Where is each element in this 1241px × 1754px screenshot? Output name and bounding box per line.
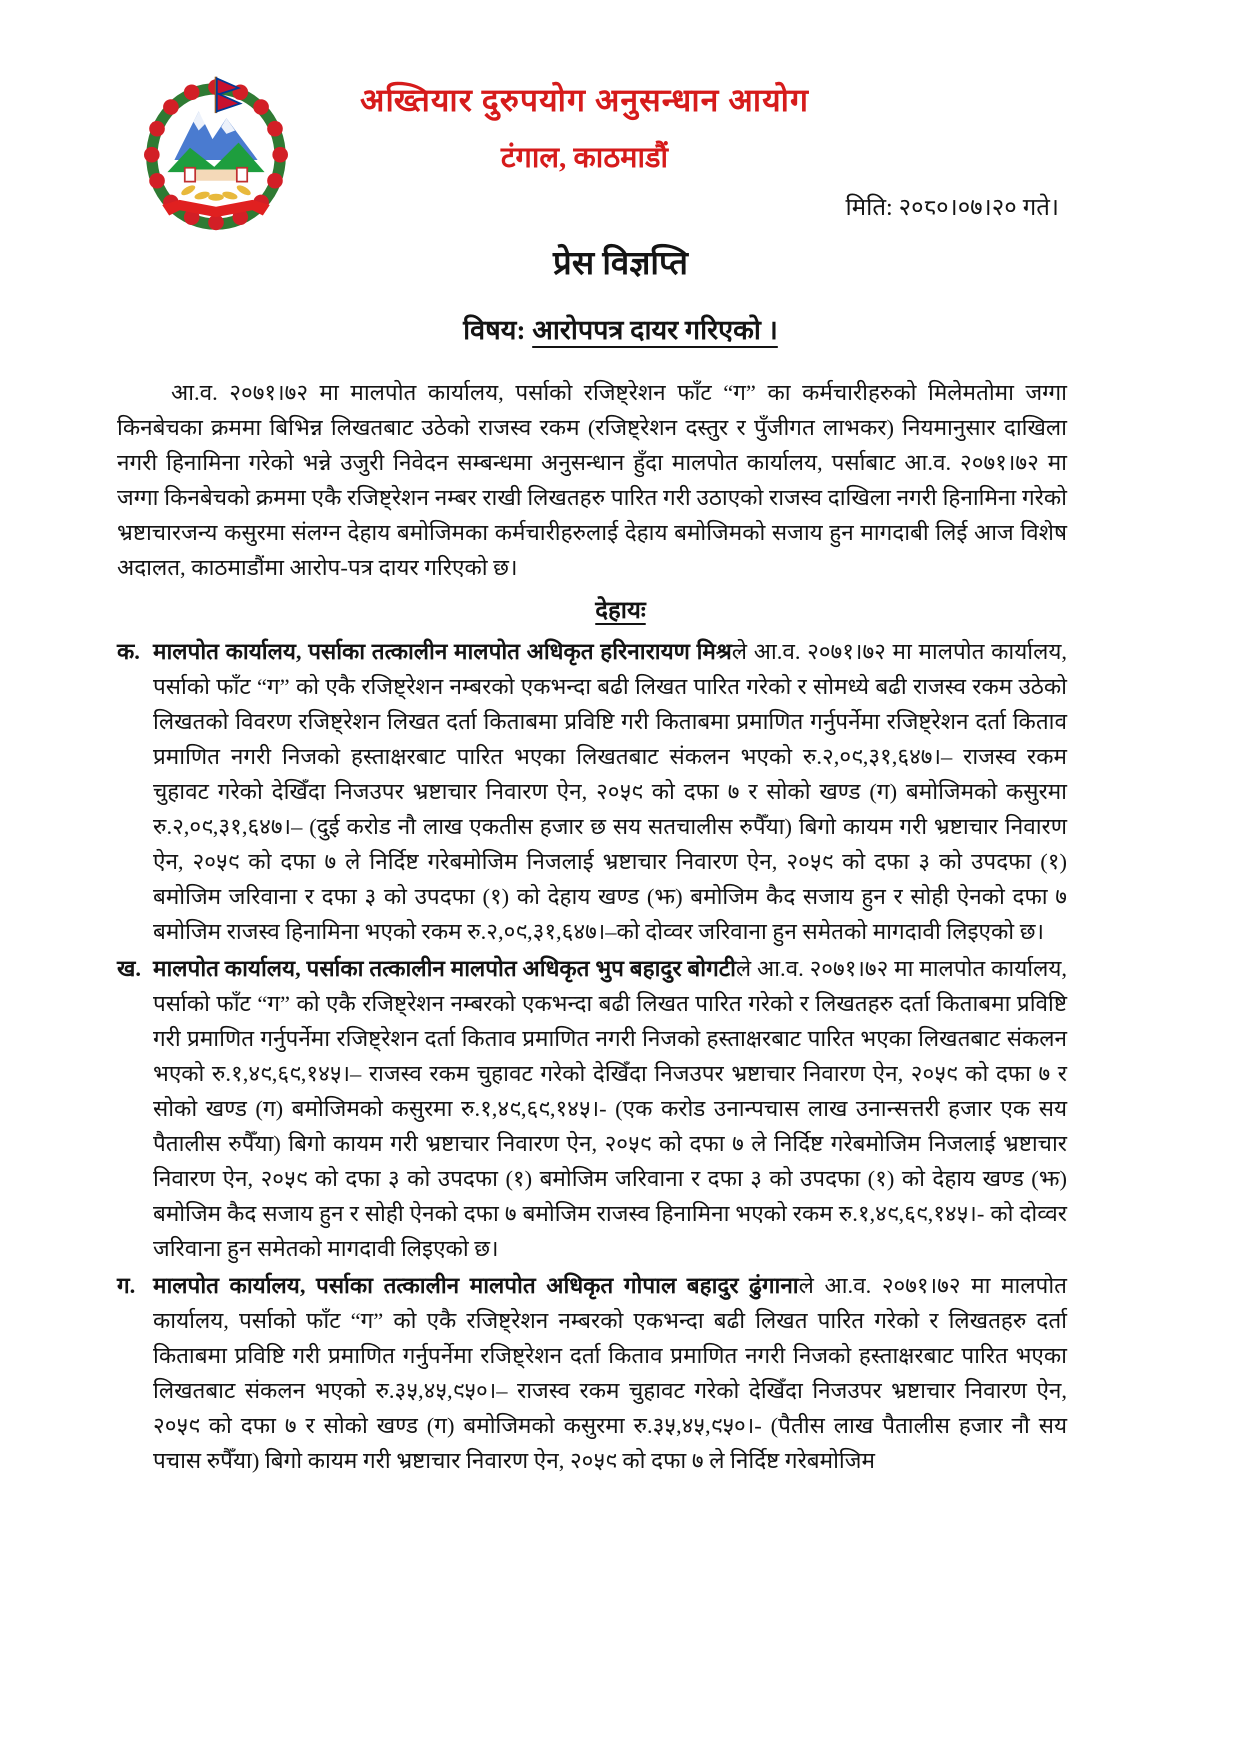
item-text: [153, 951, 1067, 1266]
nepal-coat-of-arms-logo: [126, 68, 306, 238]
charge-detail: ले आ.व. २०७१।७२ मा मालपोत कार्यालय, पर्साको फाँट “ग” को एकै रजिष्ट्रेशन नम्बरको एकभन्दा बढी लिखत पारित गरेको र लिखतहरु दर्ता किताबमा प्रविष्टि गरी प्रमाणित गर्नुपर्नेमा रजिष्ट्रेशन दर्ता किताव प्रमाणित नगरी निजको हस्ताक्षरबाट पारित भएका लिखतबाट संकलन भएको रु.१,४९,६९,१४५।– राजस्व रकम चुहावट गरेको देखिँदा निजउपर भ्रष्टाचार निवारण ऐन, २०५९ को दफा ७ र सोको खण्ड (ग) बमोजिमको कसुरमा रु.१,४९,६९,१४५।- (एक करोड उनान्पचास लाख उनान्सत्तरी हजार एक सय पैतालीस रुपैँया) बिगो कायम गरी भ्रष्टाचार निवारण ऐन, २०५९ को दफा ७ ले निर्दिष्ट गरेबमोजिम निजलाई भ्रष्टाचार निवारण ऐन, २०५९ को दफा ३ को उपदफा (१) बमोजिम जरिवाना र दफा ३ को उपदफा (१) को देहाय खण्ड (झ) बमोजिम कैद सजाय हुन र सोही ऐनको दफा ७ बमोजिम राजस्व हिनामिना भएको रकम रु.१,४९,६९,१४५।- को दोव्वर जरिवाना हुन समेतको मागदावी लिइएको छ।: [153, 956, 1068, 1261]
list-item-kha: [117, 951, 1067, 1266]
list-item-ka: [117, 634, 1067, 949]
list-heading: देहायः: [595, 598, 646, 624]
charge-list: [117, 634, 1067, 1478]
handshake-shape: [192, 169, 241, 180]
charge-detail: ले आ.व. २०७१।७२ मा मालपोत कार्यालय, पर्साको फाँट “ग” को एकै रजिष्ट्रेशन नम्बरको एकभन्दा बढी लिखत पारित गरेको र सोमध्ये बढी राजस्व रकम उठेको लिखतको विवरण रजिष्ट्रेशन लिखत दर्ता किताबमा प्रविष्टि गरी किताबमा प्रमाणित गर्नुपर्नेमा रजिष्ट्रेशन दर्ता किताव प्रमाणित नगरी निजको हस्ताक्षरबाट पारित भएका लिखतबाट संकलन भएको रु.२,०९,३१,६४७।– राजस्व रकम चुहावट गरेको देखिँदा निजउपर भ्रष्टाचार निवारण ऐन, २०५९ को दफा ७ र सोको खण्ड (ग) बमोजिमको कसुरमा रु.२,०९,३१,६४७।– (दुई करोड नौ लाख एकतीस हजार छ सय सतचालीस रुपैँया) बिगो कायम गरी भ्रष्टाचार निवारण ऐन, २०५९ को दफा ७ ले निर्दिष्ट गरेबमोजिम निजलाई भ्रष्टाचार निवारण ऐन, २०५९ को दफा ३ को उपदफा (१) बमोजिम जरिवाना र दफा ३ को उपदफा (१) को देहाय खण्ड (झ) बमोजिम कैद सजाय हुन र सोही ऐनको दफा ७ बमोजिम राजस्व हिनामिना भएको रकम रु.२,०९,३१,६४७।–को दोव्वर जरिवाना हुन समेतको मागदावी लिइएको छ।: [153, 639, 1068, 944]
org-name: अख्तियार दुरुपयोग अनुसन्धान आयोग: [360, 82, 809, 118]
emblem-graphic: [126, 68, 306, 238]
intro-paragraph: आ.व. २०७१।७२ मा मालपोत कार्यालय, पर्साको रजिष्ट्रेशन फाँट “ग” का कर्मचारीहरुको मिलेमतोमा जग्गा किनबेचका क्रममा बिभिन्न लिखतबाट उठेको राजस्व रकम (रजिष्ट्रेशन दस्तुर र पुँजीगत लाभकर) नियमानुसार दाखिला नगरी हिनामिना गरेको भन्ने उजुरी निवेदन सम्बन्धमा अनुसन्धान हुँदा मालपोत कार्यालय, पर्साबाट आ.व. २०७१।७२ मा जग्गा किनबेचको क्रममा एकै रजिष्ट्रेशन नम्बर राखी लिखतहरु पारित गरी उठाएको राजस्व दाखिला नगरी हिनामिना गरेको भ्रष्टाचारजन्य कसुरमा संलग्न देहाय बमोजिमका कर्मचारीहरुलाई देहाय बमोजिमको सजाय हुन मागदाबी लिई आज विशेष अदालत, काठमाडौंमा आरोप-पत्र दायर गरिएको छ।: [117, 380, 1067, 580]
subject-text: आरोपपत्र दायर गरिएको ।: [532, 315, 778, 345]
accused-name-lead: मालपोत कार्यालय, पर्साका तत्कालीन मालपोत अधिकृत गोपाल बहादुर ढुंगाना: [153, 1273, 799, 1298]
accused-name-lead: मालपोत कार्यालय, पर्साका तत्कालीन मालपोत अधिकृत हरिनारायण मिश्र: [153, 639, 732, 664]
list-item-ga: [117, 1268, 1067, 1478]
subject-line: [0, 310, 1241, 347]
accused-name-lead: मालपोत कार्यालय, पर्साका तत्कालीन मालपोत अधिकृत भुप बहादुर बोगटी: [153, 956, 736, 981]
document-title: प्रेस विज्ञप्ति: [553, 246, 688, 282]
charge-detail: ले आ.व. २०७१।७२ मा मालपोत कार्यालय, पर्साको फाँट “ग” को एकै रजिष्ट्रेशन नम्बरको एकभन्दा बढी लिखत पारित गरेको र लिखतहरु दर्ता किताबमा प्रविष्टि गरी प्रमाणित गर्नुपर्नेमा रजिष्ट्रेशन दर्ता किताव प्रमाणित नगरी निजको हस्ताक्षरबाट पारित भएका लिखतबाट संकलन भएको रु.३५,४५,९५०।– राजस्व रकम चुहावट गरेको देखिँदा निजउपर भ्रष्टाचार निवारण ऐन, २०५९ को दफा ७ र सोको खण्ड (ग) बमोजिमको कसुरमा रु.३५,४५,९५०।- (पैतीस लाख पैतालीस हजार नौ सय पचास रुपैँया) बिगो कायम गरी भ्रष्टाचार निवारण ऐन, २०५९ को दफा ७ ले निर्दिष्ट गरेबमोजिम: [153, 1273, 1067, 1473]
item-text: [153, 634, 1067, 949]
subject-label: विषय:: [463, 315, 533, 345]
item-marker: ख.: [117, 956, 142, 981]
item-marker: ग.: [117, 1273, 136, 1298]
item-marker: क.: [117, 639, 140, 664]
date-line: मिति: २०८०।०७।२० गते।: [845, 195, 1059, 221]
org-address: टंगाल, काठमाडौं: [500, 142, 669, 174]
letterhead: [0, 0, 1241, 176]
item-text: [153, 1268, 1067, 1478]
